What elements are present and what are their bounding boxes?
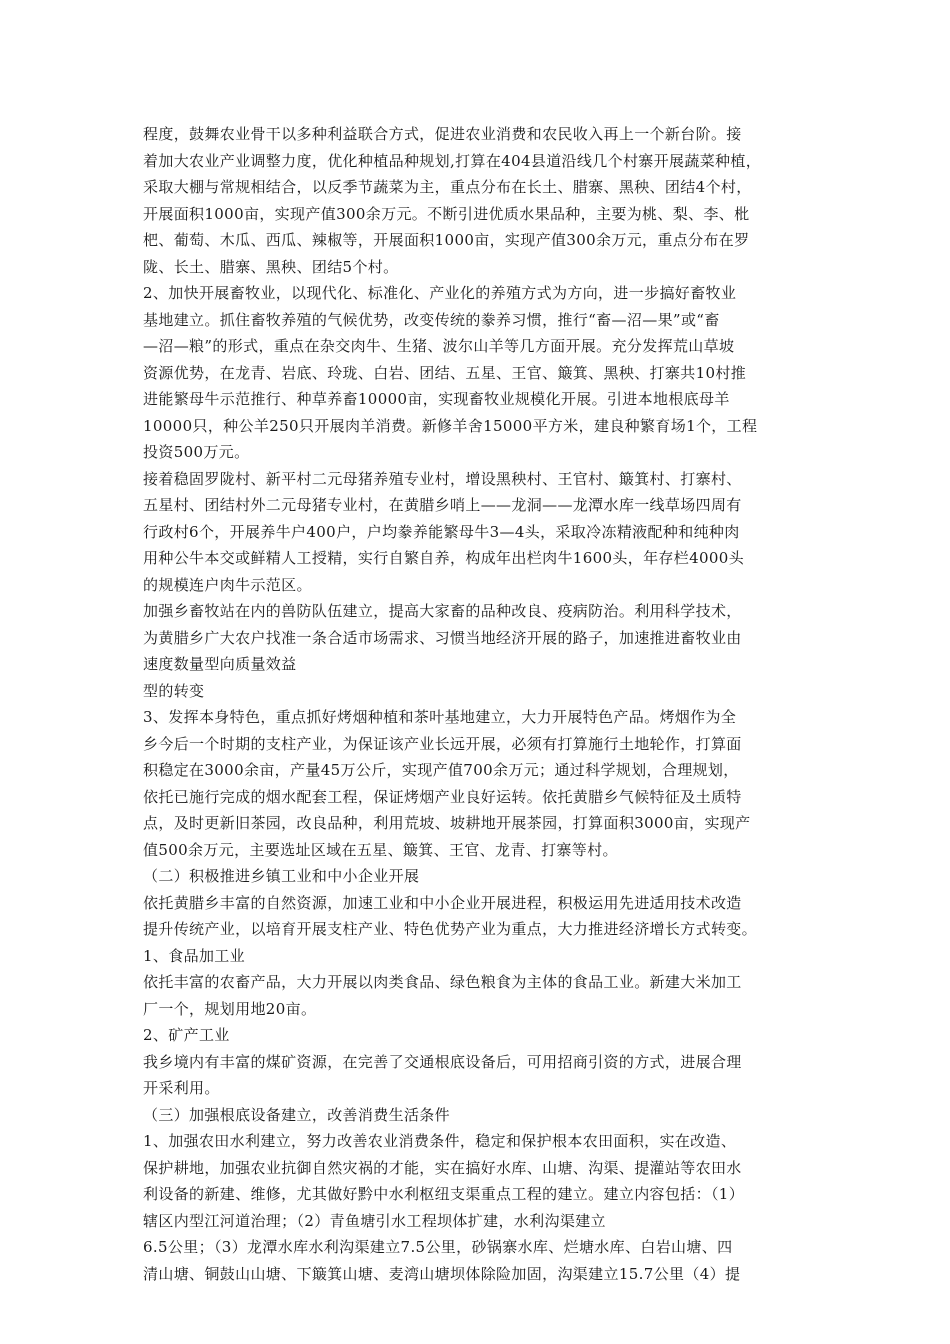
text-line: 值500余万元，主要选址区域在五星、簸箕、王官、龙青、打寨等村。 [143, 840, 618, 859]
text-line: 接着稳固罗陇村、新平村二元母猪养殖专业村，增设黑秧村、王官村、簸箕村、打寨村、 [143, 469, 742, 488]
text-line: 加强乡畜牧站在内的兽防队伍建立，提高大家畜的品种改良、疫病防治。利用科学技术， [143, 602, 742, 620]
text-line: 速度数量型向质量效益 [143, 655, 297, 673]
section-heading: （二）积极推进乡镇工业和中小企业开展 [143, 867, 420, 885]
text-line: 10000只，种公羊250只开展肉羊消费。新修羊舍15000平方米，建良种繁育场1个，工程 [143, 416, 758, 435]
text-line: 辖区内型江河道治理；（2）青鱼塘引水工程坝体扩建，水利沟渠建立 [143, 1211, 606, 1230]
text-line: 投资500万元。 [143, 443, 250, 461]
text-line: 资源优势，在龙青、岩底、玲珑、白岩、团结、五星、王官、簸箕、黑秧、打寨共10村推 [143, 363, 747, 382]
text-line: 2、加快开展畜牧业，以现代化、标准化、产业化的养殖方式为方向，进一步搞好畜牧业 [143, 284, 737, 302]
text-line: 依托丰富的农畜产品，大力开展以肉类食品、绿色粮食为主体的食品工业。新建大米加工 [143, 973, 742, 991]
text-line: 开采利用。 [143, 1079, 220, 1097]
text-line: 杷、葡萄、木瓜、西瓜、辣椒等，开展面积1000亩，实现产值300余万元，重点分布在罗 [143, 231, 750, 249]
text-line: 厂一个，规划用地20亩。 [143, 999, 317, 1018]
subsection-heading: 1、食品加工业 [143, 946, 245, 965]
document-page [143, 121, 815, 1287]
subsection-heading: 2、矿产工业 [143, 1026, 230, 1044]
text-line: —沼—粮”的形式，重点在杂交肉牛、生猪、波尔山羊等几方面开展。充分发挥荒山草坡 [143, 337, 735, 355]
text-line: 保护耕地，加强农业抗御自然灾祸的才能，实在搞好水库、山塘、沟渠、提灌站等农田水 [143, 1158, 742, 1177]
text-line: 五星村、团结村外二元母猪专业村，在黄腊乡哨上——龙洞——龙潭水库一线草场四周有 [143, 496, 742, 514]
section-heading: （三）加强根底设备建立，改善消费生活条件 [143, 1105, 451, 1124]
text-line: 程度，鼓舞农业骨干以多种利益联合方式，促进农业消费和农民收入再上一个新台阶。接 [143, 125, 742, 143]
text-line: 清山塘、铜鼓山山塘、下簸箕山塘、麦湾山塘坝体除险加固，沟渠建立15.7公里（4）提 [143, 1264, 741, 1283]
text-line: 陇、长土、腊寨、黑秧、团结5个村。 [143, 257, 399, 276]
text-line: 依托已施行完成的烟水配套工程，保证烤烟产业良好运转。依托黄腊乡气候特征及土质特 [143, 787, 742, 806]
text-line: 用种公牛本交或鲜精人工授精，实行自繁自养，构成年出栏肉牛1600头，年存栏4000头 [143, 549, 745, 567]
text-line: 型的转变 [143, 681, 205, 700]
text-line: 为黄腊乡广大农户找准一条合适市场需求、习惯当地经济开展的路子，加速推进畜牧业由 [143, 628, 742, 647]
text-line: 基地建立。抓住畜牧养殖的气候优势，改变传统的豢养习惯，推行“畜—沼—果”或“畜 [143, 310, 720, 329]
text-line: 的规模连户肉牛示范区。 [143, 575, 312, 594]
text-line: 采取大棚与常规相结合，以反季节蔬菜为主，重点分布在长土、腊寨、黑秧、团结4个村， [143, 178, 752, 196]
text-line: 进能繁母牛示范推行、种草养畜10000亩，实现畜牧业规模化开展。引进本地根底母羊 [143, 390, 730, 408]
text-line: 6.5公里；（3）龙潭水库水利沟渠建立7.5公里，砂锅寨水库、烂塘水库、白岩山塘、四 [143, 1238, 733, 1256]
text-line: 行政村6个，开展养牛户400户，户均豢养能繁母牛3—4头，采取冷冻精液配种和纯种肉 [143, 522, 740, 541]
text-line: 依托黄腊乡丰富的自然资源，加速工业和中小企业开展进程，积极运用先进适用技术改造 [143, 893, 742, 912]
text-line: 3、发挥本身特色，重点抓好烤烟种植和茶叶基地建立，大力开展特色产品。烤烟作为全 [143, 708, 737, 726]
text-line: 利设备的新建、维修，尤其做好黔中水利枢纽支渠重点工程的建立。建立内容包括：（1） [143, 1185, 745, 1203]
text-line: 积稳定在3000余亩，产量45万公斤，实现产值700余万元；通过科学规划，合理规划， [143, 761, 739, 779]
text-line: 我乡境内有丰富的煤矿资源，在完善了交通根底设备后，可用招商引资的方式，进展合理 [143, 1052, 742, 1071]
text-line: 点，及时更新旧茶园，改良品种，利用荒坡、坡耕地开展茶园，打算面积3000亩，实现产 [143, 814, 751, 832]
text-line: 提升传统产业，以培育开展支柱产业、特色优势产业为重点，大力推进经济增长方式转变。 [143, 920, 758, 938]
text-line: 1、加强农田水利建立，努力改善农业消费条件，稳定和保护根本农田面积，实在改造、 [143, 1132, 737, 1150]
text-line: 开展面积1000亩，实现产值300余万元。不断引进优质水果品种，主要为桃、梨、李、枇 [143, 204, 750, 223]
text-line: 着加大农业产业调整力度，优化种植品种规划,打算在404县道沿线几个村寨开展蔬菜种植， [143, 151, 762, 170]
text-line: 乡今后一个时期的支柱产业，为保证该产业长远开展，必须有打算施行土地轮作，打算面 [143, 734, 742, 753]
